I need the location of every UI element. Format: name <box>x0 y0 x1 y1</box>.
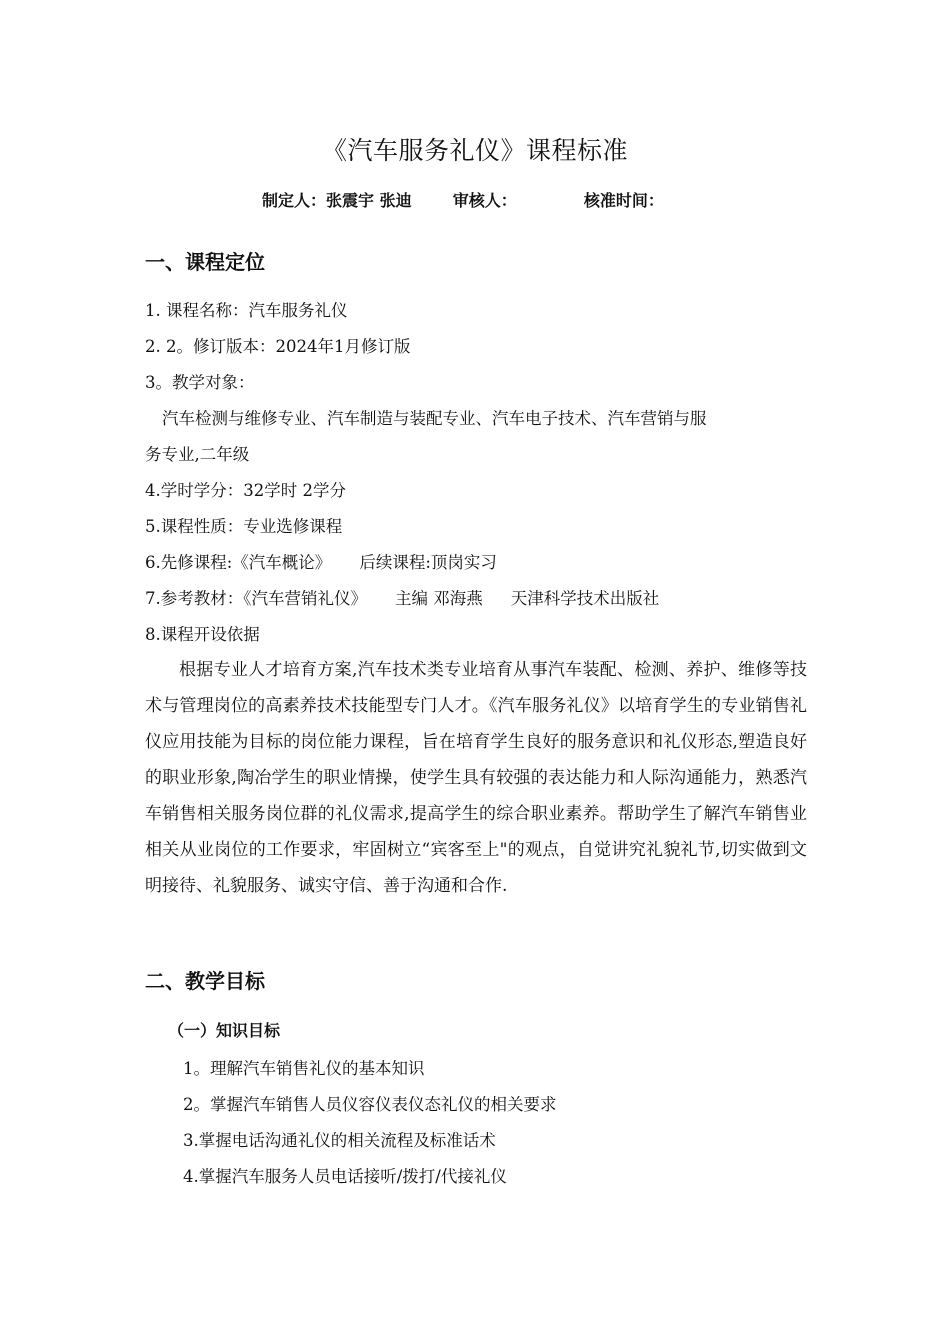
author-line <box>262 186 862 216</box>
list-item: 2。掌握汽车销售人员仪容仪表仪态礼仪的相关要求 <box>183 1095 557 1114</box>
document-title: 《汽车服务礼仪》课程标准 <box>321 136 628 165</box>
list-item: 务专业,二年级 <box>145 445 250 464</box>
list-item: 汽车检测与维修专业、汽车制造与装配专业、汽车电子技术、汽车营销与服 <box>162 409 707 428</box>
textbook-editor: 主编 邓海燕 <box>395 589 483 608</box>
list-item: 2. 2。修订版本：2024年1月修订版 <box>145 337 411 356</box>
list-item: 4.掌握汽车服务人员电话接听/拨打/代接礼仪 <box>183 1167 507 1186</box>
course-sequence-line <box>145 548 810 578</box>
section-heading-objectives: 二、教学目标 <box>145 969 265 993</box>
basis-paragraph: 根据专业人才培育方案,汽车技术类专业培育从事汽车装配、检测、养护、维修等技术与管理岗位的高素养技术技能型专门人才。《汽车服务礼仪》以培育学生的专业销售礼仪应用技能为目标的岗位能力课程，旨在培育学生良好的服务意识和礼仪形态,塑造良好的职业形象,陶冶学生的职业情操，使学生具有较强的表达能力和人际沟通能力，熟悉汽车销售相关服务岗位群的礼仪需求,提高学生的综合职业素养。帮助学生了解汽车销售业相关从业岗位的工作要求，牢固树立“宾客至上"的观点，自觉讲究礼貌礼节,切实做到文明接待、礼貌服务、诚实守信、善于沟通和合作. <box>145 660 807 896</box>
list-item: 3.掌握电话沟通礼仪的相关流程及标准话术 <box>183 1131 496 1150</box>
subsection-heading-knowledge: （一）知识目标 <box>168 1021 281 1040</box>
list-item: 3。教学对象： <box>145 373 255 392</box>
list-item: 4.学时学分：32学时 2学分 <box>145 481 346 500</box>
list-item: 1。理解汽车销售礼仪的基本知识 <box>183 1059 425 1078</box>
textbook-line <box>145 584 810 614</box>
approval-time-label: 核准时间： <box>583 191 664 210</box>
maker-label: 制定人：张震宇 张迪 <box>262 191 412 210</box>
list-item: 1. 课程名称：汽车服务礼仪 <box>145 301 348 320</box>
textbook-publisher: 天津科学技术出版社 <box>510 589 660 608</box>
textbook-title: 7.参考教材：《汽车营销礼仪》 <box>145 589 367 608</box>
followup-course: 后续课程:顶岗实习 <box>359 553 497 572</box>
prerequisite-course: 6.先修课程:《汽车概论》 <box>145 553 332 572</box>
list-item: 5.课程性质：专业选修课程 <box>145 517 343 536</box>
reviewer-label: 审核人： <box>452 191 517 210</box>
basis-heading: 8.课程开设依据 <box>145 625 260 644</box>
section-heading-positioning: 一、课程定位 <box>145 250 265 274</box>
